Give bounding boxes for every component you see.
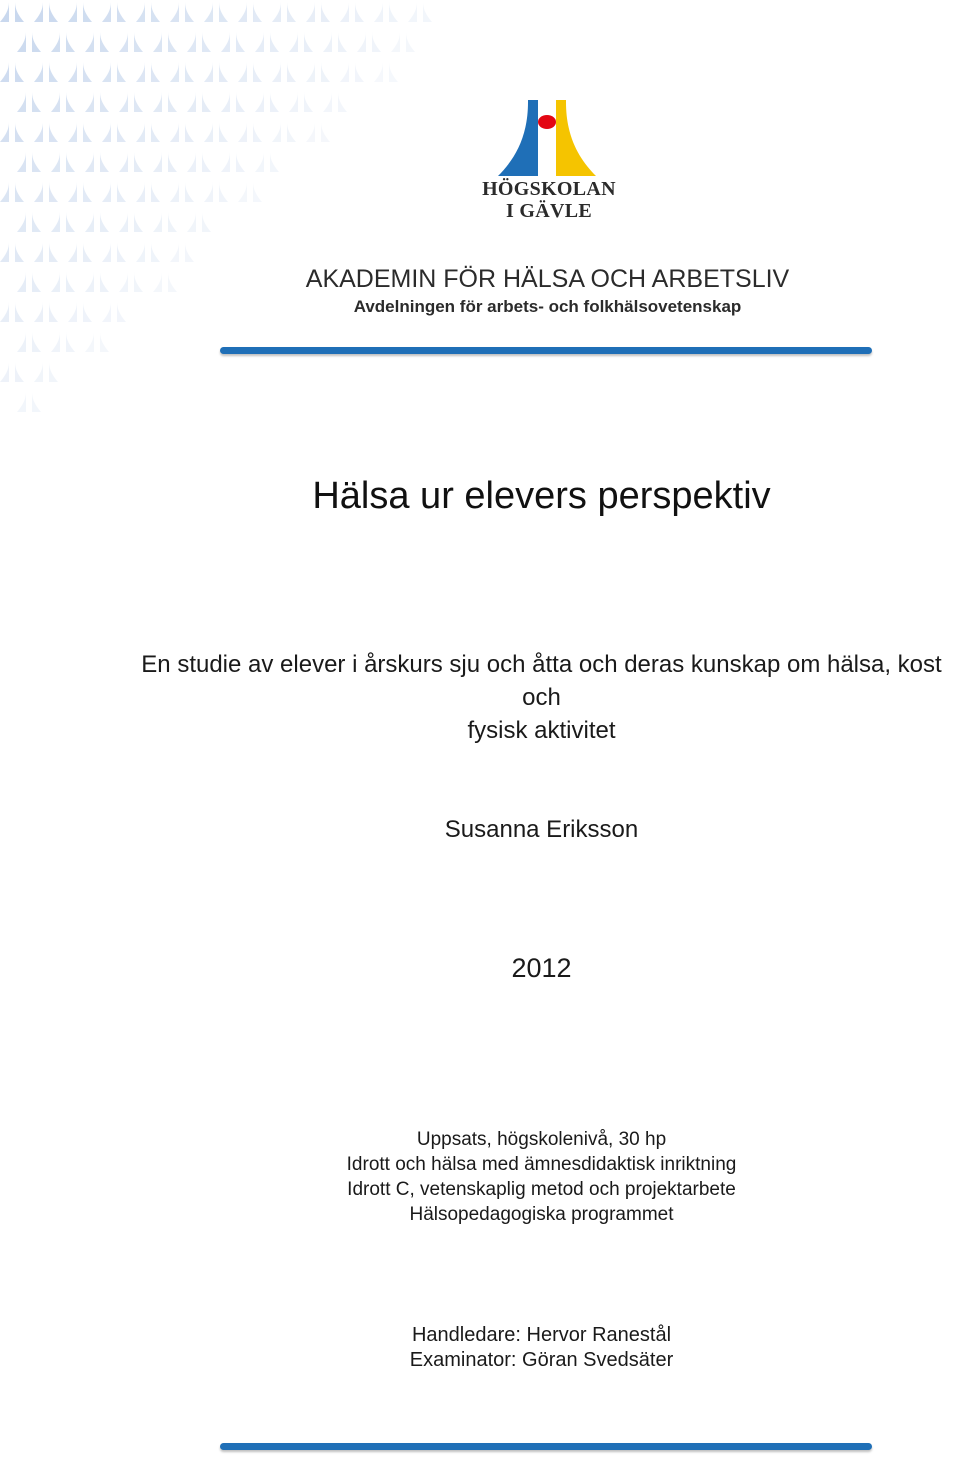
logo-name-line1: HÖGSKOLAN — [482, 178, 616, 200]
year: 2012 — [511, 953, 572, 983]
details-line-2: Idrott och hälsa med ämnesdidaktisk inriktning — [346, 1154, 737, 1175]
subtitle-line-2: fysisk aktivitet — [467, 717, 616, 744]
supervision — [120, 1323, 960, 1373]
academy-name: AKADEMIN FÖR HÄLSA OCH ARBETSLIV — [305, 265, 790, 293]
logo-mark-icon — [494, 98, 604, 178]
division-name: Avdelningen för arbets- och folkhälsovetenskap — [353, 297, 742, 316]
university-logo — [478, 98, 620, 224]
top-divider — [220, 347, 872, 354]
decorative-pattern — [0, 0, 460, 420]
logo-name-line2: I GÄVLE — [505, 200, 592, 222]
details-line-3: Idrott C, vetenskaplig metod och projektarbete — [347, 1179, 736, 1200]
details-line-4: Hälsopedagogiska programmet — [409, 1204, 674, 1225]
supervisor: Handledare: Hervor Ranestål — [411, 1324, 672, 1346]
thesis-title: Hälsa ur elevers perspektiv — [312, 475, 771, 517]
examiner: Examinator: Göran Svedsäter — [409, 1349, 674, 1371]
subtitle-line-1: En studie av elever i årskurs sju och åtta och deras kunskap om hälsa, kost och — [141, 651, 942, 711]
bottom-divider — [220, 1443, 872, 1450]
details-line-1: Uppsats, högskolenivå, 30 hp — [416, 1129, 667, 1150]
author-name: Susanna Eriksson — [444, 816, 639, 843]
thesis-subtitle — [120, 648, 960, 747]
thesis-details — [120, 1127, 960, 1227]
